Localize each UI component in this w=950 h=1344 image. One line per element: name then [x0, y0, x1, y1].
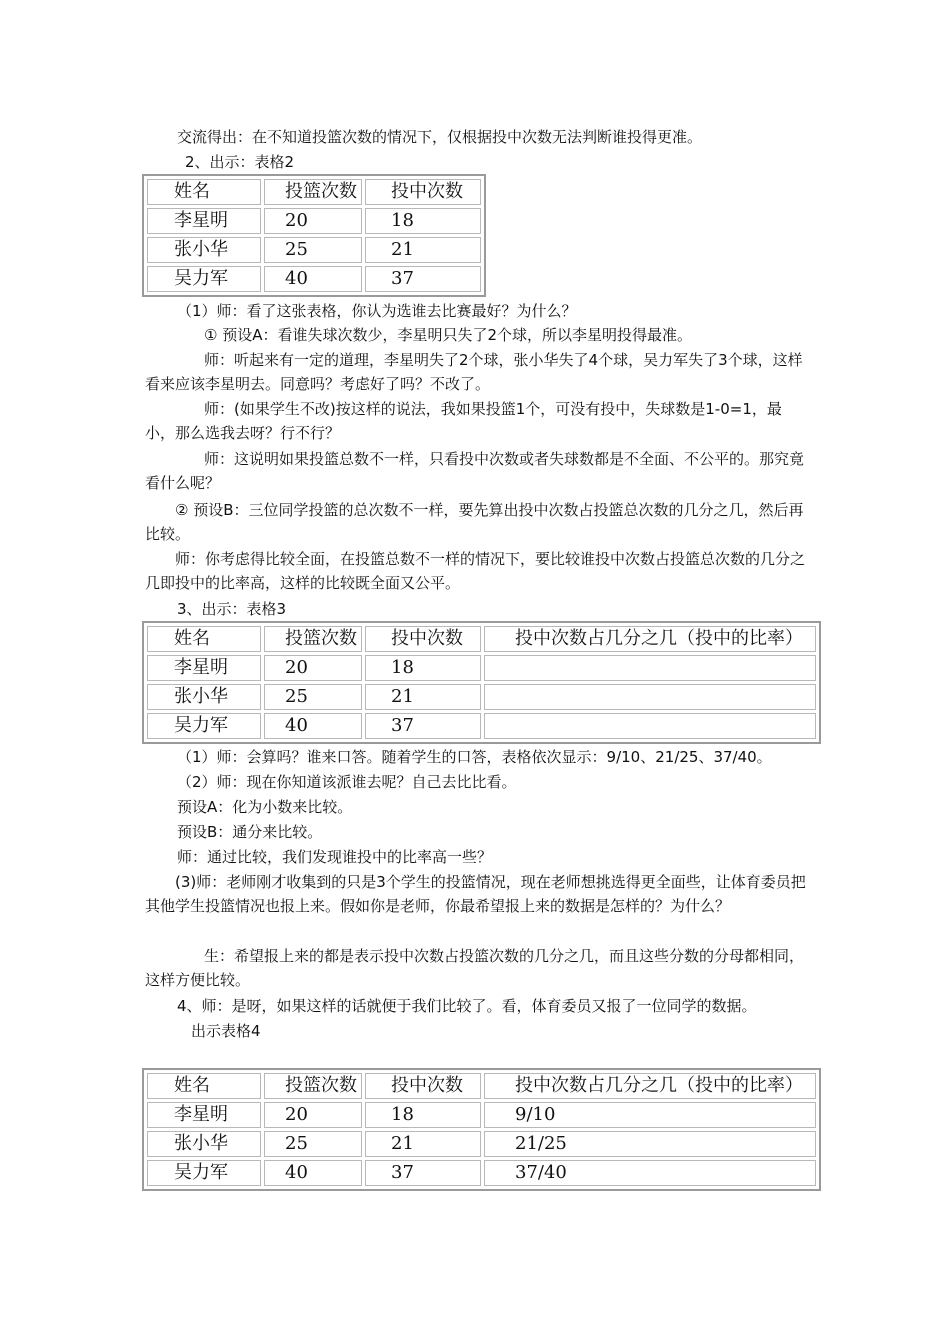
- paragraph-conclusion: 交流得出：在不知道投篮次数的情况下，仅根据投中次数无法判断谁投得更准。: [177, 128, 703, 146]
- table-cell: 21: [365, 1131, 481, 1157]
- table-cell: 21: [365, 684, 481, 710]
- table-cell: 40: [264, 1160, 362, 1186]
- table-cell: 张小华: [147, 1131, 261, 1157]
- paragraph-question-2: （2）师：现在你知道该派谁去呢？自己去比比看。: [177, 773, 517, 791]
- header-cell: 姓名: [147, 179, 261, 205]
- table-cell: 20: [264, 208, 362, 234]
- table-row: [147, 655, 816, 681]
- header-cell: 投篮次数: [264, 626, 362, 652]
- paragraph-hypothesis-b: ② 预设B：三位同学投篮的总次数不一样，要先算出投中次数占投篮总次数的几分之几，然后再比较。: [145, 501, 804, 543]
- table-cell: 吴力军: [147, 266, 261, 292]
- header-cell: 投篮次数: [264, 1073, 362, 1099]
- header-cell: 投中次数: [365, 179, 481, 205]
- table-cell: 21/25: [484, 1131, 816, 1157]
- paragraph-teacher-3: 师：这说明如果投篮总数不一样，只看投中次数或者失球数都是不全面、不公平的。那究竟看什么呢？: [145, 450, 805, 492]
- table-cell: 18: [365, 1102, 481, 1128]
- table-row: [147, 1102, 816, 1128]
- paragraph-student: 生：希望报上来的都是表示投中次数占投篮次数的几分之几，而且这些分数的分母都相同，这样方便比较。: [145, 947, 805, 989]
- paragraph-hypothesis-a: ① 预设A：看谁失球次数少，李星明只失了2个球，所以李星明投得最准。: [204, 326, 693, 344]
- table-cell: 40: [264, 713, 362, 739]
- table-cell: 李星明: [147, 208, 261, 234]
- table-row: [147, 208, 481, 234]
- table-cell: 21: [365, 237, 481, 263]
- paragraph-question-1b: （1）师：会算吗？谁来口答。随着学生的口答，表格依次显示：9/10、21/25、37/40。: [177, 748, 772, 766]
- table-row: [147, 684, 816, 710]
- paragraph-teacher-1: 师：听起来有一定的道理，李星明失了2个球，张小华失了4个球，吴力军失了3个球，这样看来应该李星明去。同意吗？考虑好了吗？不改了。: [145, 351, 803, 393]
- header-cell: 投中次数: [365, 1073, 481, 1099]
- paragraph-method-a: 预设A：化为小数来比较。: [177, 798, 353, 816]
- paragraph-method-b: 预设B：通分来比较。: [177, 823, 323, 841]
- paragraph-teacher-6: 4、师：是呀，如果这样的话就便于我们比较了。看，体育委员又报了一位同学的数据。: [177, 997, 757, 1015]
- paragraph-teacher-5: 师：通过比较，我们发现谁投中的比率高一些？: [177, 848, 493, 866]
- table-cell: 40: [264, 266, 362, 292]
- table-cell: [484, 684, 816, 710]
- paragraph-teacher-4: 师：你考虑得比较全面，在投篮总数不一样的情况下，要比较谁投中次数占投篮总次数的几分之几即投中的比率高，这样的比较既全面又公平。: [145, 550, 806, 592]
- table-cell: 李星明: [147, 655, 261, 681]
- table-cell: 张小华: [147, 684, 261, 710]
- table-header-row: [147, 626, 816, 652]
- table-cell: 18: [365, 655, 481, 681]
- table-row: [147, 266, 481, 292]
- table-row: [147, 1131, 816, 1157]
- heading-show-table-2: 2、出示：表格2: [185, 153, 295, 171]
- paragraph-teacher-2: 师：(如果学生不改)按这样的说法，我如果投篮1个，可没有投中，失球数是1-0=1，最小，那么选我去呀？行不行？: [145, 400, 782, 442]
- heading-show-table-4: 出示表格4: [191, 1022, 261, 1040]
- heading-show-table-3: 3、出示：表格3: [177, 600, 287, 618]
- table-cell: 李星明: [147, 1102, 261, 1128]
- table-3: [142, 621, 821, 744]
- table-cell: 25: [264, 1131, 362, 1157]
- table-cell: 37: [365, 713, 481, 739]
- table-cell: 25: [264, 237, 362, 263]
- table-cell: 张小华: [147, 237, 261, 263]
- paragraph-question-1: （1）师：看了这张表格，你认为选谁去比赛最好？为什么？: [177, 302, 577, 320]
- table-row: [147, 713, 816, 739]
- table-4: [142, 1068, 821, 1191]
- table-cell: 18: [365, 208, 481, 234]
- header-cell: 姓名: [147, 1073, 261, 1099]
- header-cell: 投中次数: [365, 626, 481, 652]
- table-cell: 吴力军: [147, 713, 261, 739]
- table-cell: 37: [365, 266, 481, 292]
- table-cell: 37/40: [484, 1160, 816, 1186]
- header-cell: 投中次数占几分之几（投中的比率）: [484, 626, 816, 652]
- table-header-row: [147, 1073, 816, 1099]
- table-cell: [484, 713, 816, 739]
- table-cell: [484, 655, 816, 681]
- table-cell: 37: [365, 1160, 481, 1186]
- table-cell: 吴力军: [147, 1160, 261, 1186]
- table-cell: 9/10: [484, 1102, 816, 1128]
- table-cell: 20: [264, 655, 362, 681]
- table-cell: 25: [264, 684, 362, 710]
- table-header-row: [147, 179, 481, 205]
- table-cell: 20: [264, 1102, 362, 1128]
- paragraph-question-3: (3)师：老师刚才收集到的只是3个学生的投篮情况，现在老师想挑选得更全面些，让体育委员把其他学生投篮情况也报上来。假如你是老师，你最希望报上来的数据是怎样的？为什么？: [145, 873, 806, 915]
- table-row: [147, 237, 481, 263]
- header-cell: 投篮次数: [264, 179, 362, 205]
- table-row: [147, 1160, 816, 1186]
- table-2: [142, 174, 486, 297]
- header-cell: 姓名: [147, 626, 261, 652]
- header-cell: 投中次数占几分之几（投中的比率）: [484, 1073, 816, 1099]
